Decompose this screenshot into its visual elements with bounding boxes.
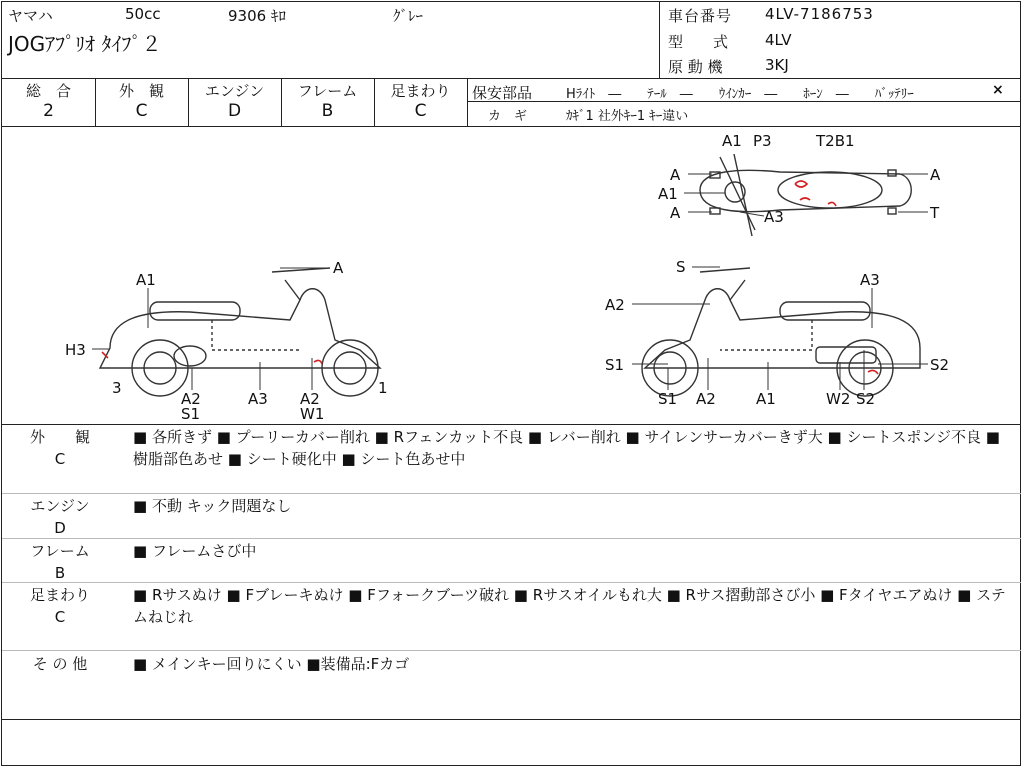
grade-divider [467,78,468,126]
grade-overall-value: 2 [43,101,54,121]
section-engine-grade: D [54,519,66,537]
label-top-a: A [670,166,681,184]
label-left-3: 3 [112,379,122,397]
section-engine-heading: エンジン [30,497,90,515]
label-left-1: 1 [378,379,388,397]
section-exterior-text: ■ 各所きず ■ プーリーカバー削れ ■ Rフェンカット不良 ■ レバー削れ ■ サイレンサーカバーきず大 ■ シートスポンジ不良 ■ 樹脂部色あせ ■ シート硬化中 ■ シート色あせ中 [133,428,1000,468]
divider [2,538,1021,539]
label-top-t2b1: T2B1 [816,132,855,150]
battery-missing-mark: × [992,82,1004,98]
label-left-s1: S1 [181,405,201,423]
frame-no-value: 4LV-7186753 [765,5,874,23]
section-frame-heading: フレーム [30,542,90,560]
grade-suspension-label: 足まわり [390,82,451,100]
label-top-t: T [930,204,940,222]
section-frame-text: ■ フレームさび中 [133,542,257,560]
label-top-a3: A3 [764,208,784,226]
divider [2,424,1021,425]
label-right-a2: A2 [605,296,625,314]
label-top-a1: A1 [722,132,742,150]
grade-exterior-label: 外 観 [118,82,164,100]
grade-suspension-value: C [414,101,427,121]
section-engine-text: ■ 不動 キック問題なし [133,497,292,515]
safety-items: Hﾗｲﾄ ― ﾃｰﾙ ― ｳｲﾝｶｰ ― ﾎｰﾝ ― ﾊﾞｯﾃﾘｰ [566,87,914,102]
divider [2,493,1021,494]
label-left-a3: A3 [248,390,268,408]
label-right-s: S [676,258,686,276]
damage-diagram [0,126,1024,426]
label-left-a2-b: A2 [300,390,320,408]
engine-type-value: 3KJ [765,56,789,74]
key-label: カ ギ [488,109,528,124]
divider [2,719,1021,720]
label-left-h3: H3 [65,341,86,359]
label-left-a2: A2 [181,390,201,408]
type-label: 型 式 [668,33,729,51]
section-frame-grade: B [54,564,66,582]
type-value: 4LV [765,31,792,49]
section-suspension-heading: 足まわり [29,586,90,604]
label-left-w1: W1 [300,405,325,423]
maker: ヤマハ [8,7,53,25]
label-right-a2-b: A2 [696,390,716,408]
label-right-a3: A3 [860,271,880,289]
grade-exterior-value: C [135,101,148,121]
section-suspension-text: ■ Rサスぬけ ■ Fブレーキぬけ ■ Fフォークブーツ破れ ■ Rサスオイルもれ大 ■ Rサス摺動部さび小 ■ Fタイヤエアぬけ ■ ステムねじれ [133,586,1006,626]
label-left-a1: A1 [136,271,156,289]
label-top-a1-b: A1 [658,185,678,203]
damage-marks [102,181,878,374]
key-value: ｶｷﾞ1 社外ｷｰ1 ｷｰ違い [566,109,689,124]
section-exterior-heading: 外 観 [29,428,90,446]
engine-type-label: 原 動 機 [668,58,723,76]
label-top-p3: P3 [753,132,772,150]
frame-no-label: 車台番号 [668,7,733,25]
label-top-a-c: A [930,166,941,184]
label-left-a: A [333,259,344,277]
leader-lines [92,174,928,390]
section-exterior-grade: C [54,450,66,468]
divider [2,582,1021,583]
label-right-s2-b: S2 [930,356,950,374]
scooter-top-view [700,154,911,236]
grade-frame-label: フレーム [297,82,358,100]
label-right-s1-b: S1 [658,390,678,408]
grade-engine-label: エンジン [204,82,265,100]
section-suspension-grade: C [54,608,66,626]
divider [2,78,1021,79]
label-right-s1: S1 [605,356,625,374]
divider [2,650,1021,651]
label-right-s2: S2 [856,390,876,408]
mileage: 9306 ｷﾛ [228,7,286,25]
body-color: ｸﾞﾚｰ [393,7,424,25]
header-divider [659,2,660,78]
section-other-text: ■ メインキー回りにくい ■装備品:Fカゴ [133,655,410,673]
safety-label: 保安部品 [472,84,533,102]
grade-engine-value: D [227,101,242,121]
section-other-heading: そ の 他 [32,655,88,673]
model-name: JOGｱﾌﾟﾘｵ ﾀｲﾌﾟ２ [8,32,162,56]
label-right-a1: A1 [756,390,776,408]
displacement: 50cc [125,5,161,23]
label-right-w2: W2 [826,390,851,408]
label-top-a-b: A [670,204,681,222]
grade-overall-label: 総 合 [25,82,71,100]
grade-frame-value: B [321,101,334,121]
